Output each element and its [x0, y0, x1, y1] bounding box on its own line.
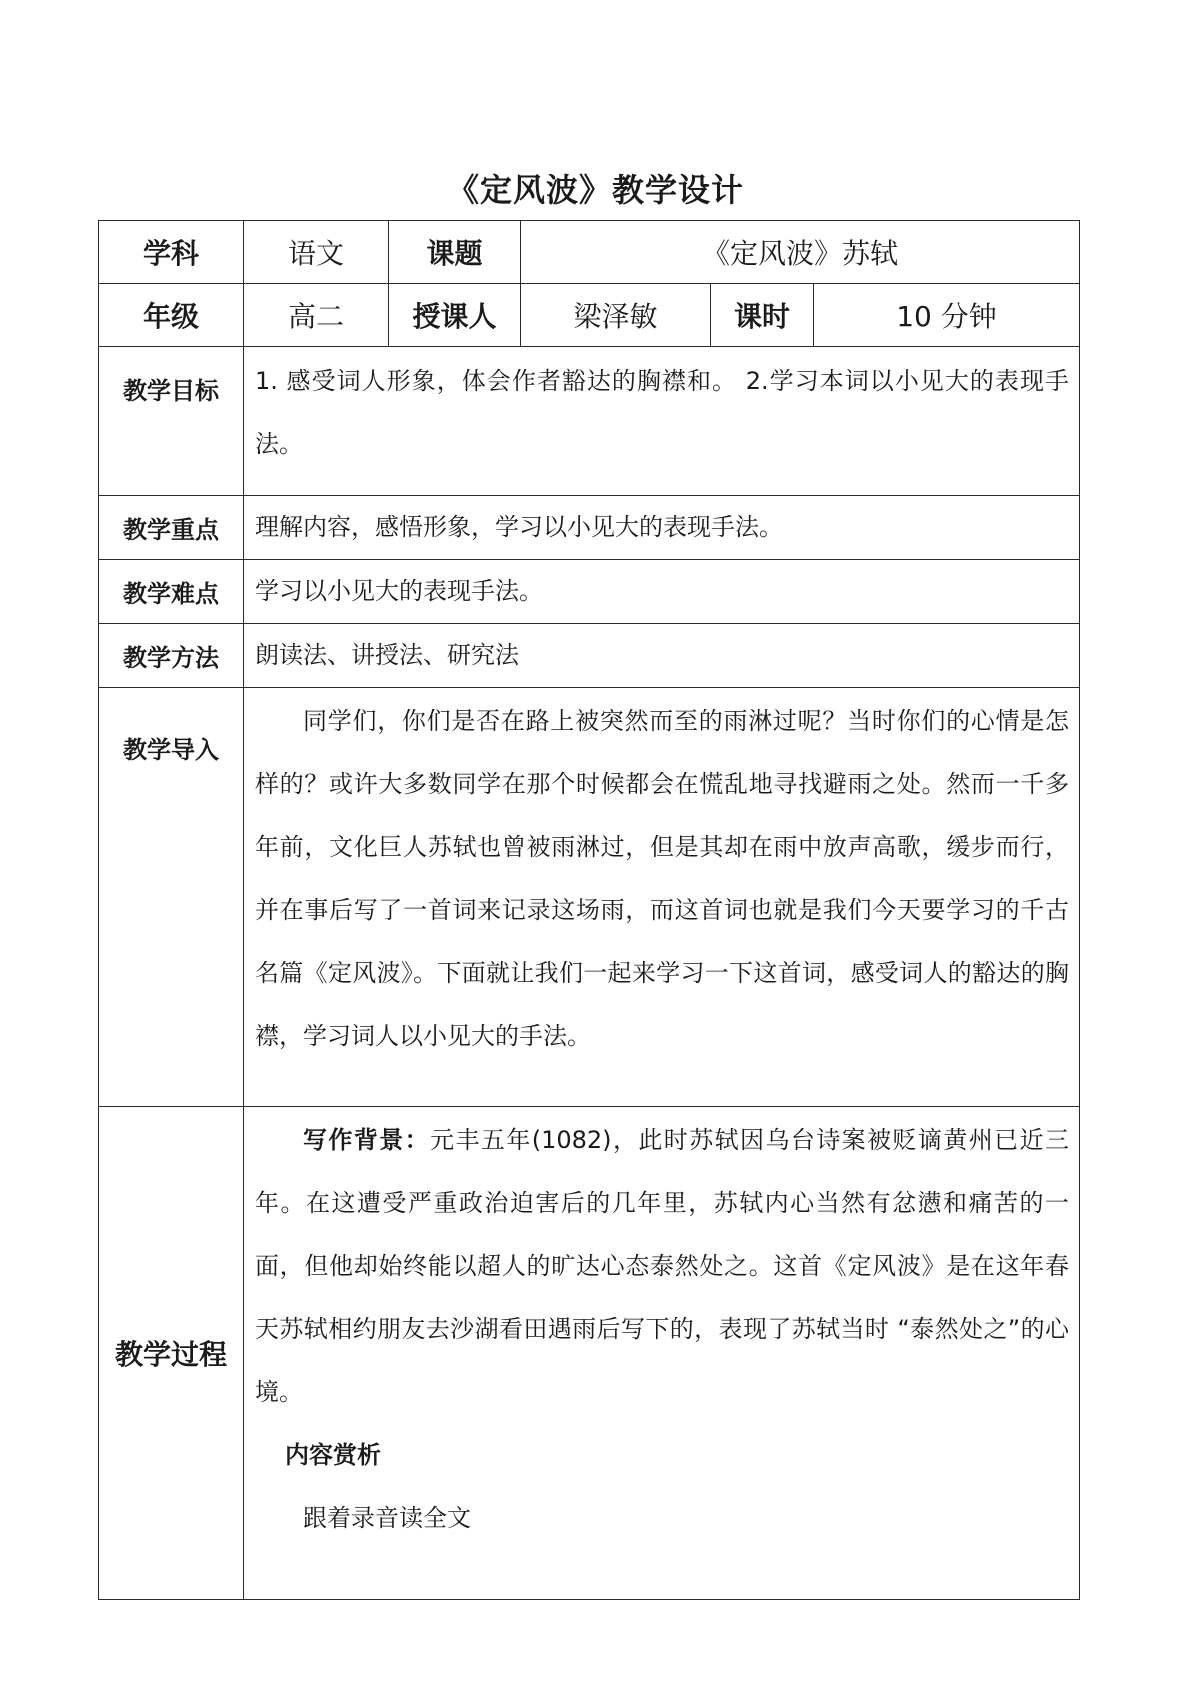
key-points-cell: [244, 496, 1080, 560]
key-points-row: [99, 496, 1080, 560]
methods-row: [99, 624, 1080, 688]
background-text: 元丰五年(1082)，此时苏轼因乌台诗案被贬谪黄州已近三年。在这遭受严重政治迫害后的几年里，苏轼内心当然有忿懑和痛苦的一面，但他却始终能以超人的旷达心态泰然处之。这首《定风波》是在这年春天苏轼相约朋友去沙湖看田遇雨后写下的，表现了苏轼当时 “泰然处之”的心境。: [255, 1126, 1069, 1406]
subject-value: 语文: [244, 221, 389, 284]
objectives-label: 教学目标: [99, 347, 244, 496]
difficulties-label: 教学难点: [99, 560, 244, 624]
topic-label: 课题: [389, 221, 521, 284]
background-paragraph: [255, 1109, 1069, 1424]
analysis-step: 跟着录音读全文: [303, 1504, 471, 1532]
duration-value: 10 分钟: [814, 284, 1080, 347]
page-title: 《定风波》教学设计: [446, 171, 744, 209]
lesson-plan-table: [98, 220, 1080, 1600]
difficulties-cell: [244, 560, 1080, 624]
header-row-subject: [99, 221, 1080, 284]
process-label: 教学过程: [99, 1107, 244, 1600]
objectives-text: 1. 感受词人形象，体会作者豁达的胸襟和。 2.学习本词以小见大的表现手法。: [255, 367, 1069, 458]
process-row: [99, 1107, 1080, 1600]
methods-cell: [244, 624, 1080, 688]
difficulties-row: [99, 560, 1080, 624]
key-points-label: 教学重点: [99, 496, 244, 560]
topic-value: 《定风波》苏轼: [521, 221, 1080, 284]
objectives-cell: [244, 347, 1080, 496]
introduction-row: [99, 688, 1080, 1107]
methods-text: 朗读法、讲授法、研究法: [255, 641, 519, 669]
analysis-heading: 内容赏析: [285, 1441, 381, 1469]
teacher-label: 授课人: [389, 284, 521, 347]
process-cell: [244, 1107, 1080, 1600]
methods-label: 教学方法: [99, 624, 244, 688]
introduction-text: 同学们，你们是否在路上被突然而至的雨淋过呢？当时你们的心情是怎样的？或许大多数同学在那个时候都会在慌乱地寻找避雨之处。然而一千多年前，文化巨人苏轼也曾被雨淋过，但是其却在雨中放声高歌，缓步而行，并在事后写了一首词来记录这场雨，而这首词也就是我们今天要学习的千古名篇《定风波》。下面就让我们一起来学习一下这首词，感受词人的豁达的胸襟，学习词人以小见大的手法。: [255, 707, 1069, 1050]
duration-label: 课时: [711, 284, 814, 347]
teacher-value: 梁泽敏: [521, 284, 711, 347]
background-lead: 写作背景：: [303, 1126, 431, 1154]
introduction-label: 教学导入: [99, 688, 244, 1107]
subject-label: 学科: [99, 221, 244, 284]
difficulties-text: 学习以小见大的表现手法。: [255, 577, 543, 605]
grade-value: 高二: [244, 284, 389, 347]
header-row-grade: [99, 284, 1080, 347]
key-points-text: 理解内容，感悟形象，学习以小见大的表现手法。: [255, 513, 783, 541]
introduction-cell: [244, 688, 1080, 1107]
grade-label: 年级: [99, 284, 244, 347]
objectives-row: [99, 347, 1080, 496]
